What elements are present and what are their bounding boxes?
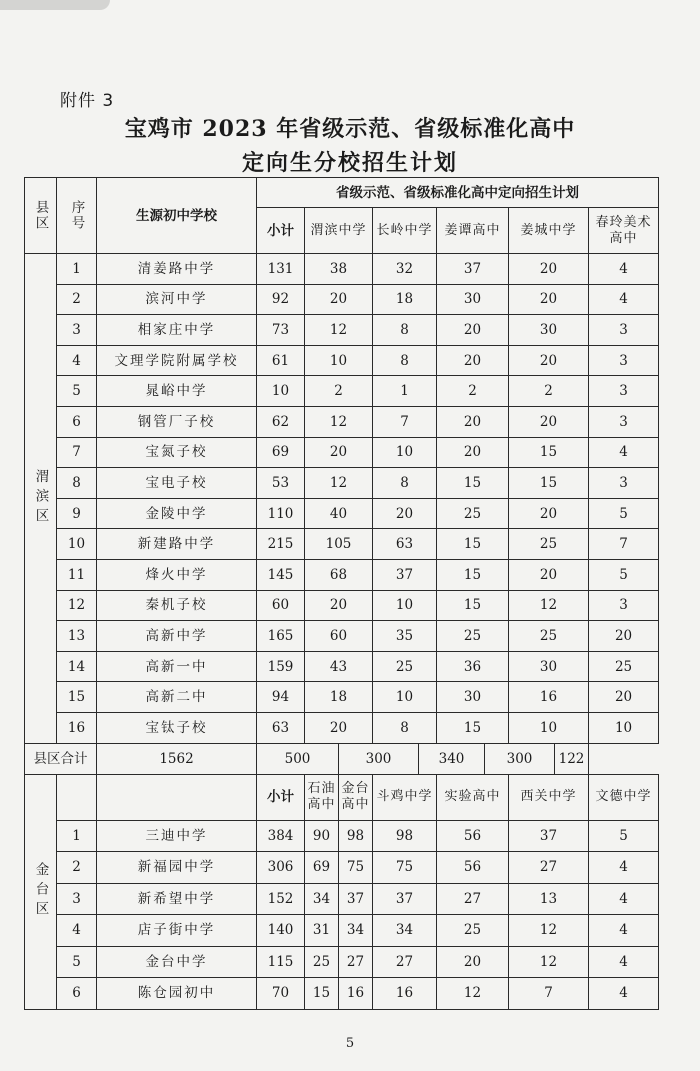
seq-cell: 5	[57, 946, 97, 978]
value-cell: 25	[437, 915, 509, 947]
table-row	[25, 621, 659, 652]
seq-cell: 4	[57, 915, 97, 947]
value-cell: 152	[257, 883, 305, 915]
value-cell: 5	[589, 498, 659, 529]
value-cell: 7	[509, 978, 589, 1010]
table-row	[25, 852, 659, 884]
value-cell: 3	[589, 590, 659, 621]
high-school-header: 姜城中学	[509, 208, 589, 254]
high-school-header: 春玲美术高中	[589, 208, 659, 254]
value-cell: 27	[509, 852, 589, 884]
value-cell: 12	[509, 590, 589, 621]
value-cell: 15	[437, 529, 509, 560]
value-cell: 140	[257, 915, 305, 947]
value-cell: 27	[437, 883, 509, 915]
value-cell: 7	[589, 529, 659, 560]
value-cell: 384	[257, 820, 305, 852]
value-cell: 98	[373, 820, 437, 852]
school-cell: 新建路中学	[97, 529, 257, 560]
school-cell: 相家庄中学	[97, 315, 257, 346]
value-cell: 30	[509, 315, 589, 346]
value-cell: 105	[305, 529, 373, 560]
seq-cell: 9	[57, 498, 97, 529]
total-cell: 122	[555, 743, 589, 774]
value-cell: 20	[589, 682, 659, 713]
seq-cell: 1	[57, 254, 97, 285]
value-cell: 25	[437, 498, 509, 529]
top-corner-shape	[0, 0, 110, 10]
value-cell: 37	[339, 883, 373, 915]
value-cell: 15	[305, 978, 339, 1010]
table-row	[25, 651, 659, 682]
subtotal-header: 小计	[257, 208, 305, 254]
value-cell: 3	[589, 315, 659, 346]
seq-cell: 6	[57, 978, 97, 1010]
value-cell: 75	[373, 852, 437, 884]
high-school-header: 金台高中	[339, 774, 373, 820]
value-cell: 12	[305, 406, 373, 437]
value-cell: 32	[373, 254, 437, 285]
document-subtitle: 定向生分校招生计划	[241, 150, 458, 176]
value-cell: 98	[339, 820, 373, 852]
value-cell: 20	[437, 437, 509, 468]
value-cell: 25	[373, 651, 437, 682]
value-cell: 37	[373, 559, 437, 590]
value-cell: 20	[589, 621, 659, 652]
seq-header: 序号	[57, 178, 97, 254]
table-row	[25, 682, 659, 713]
value-cell: 215	[257, 529, 305, 560]
value-cell: 27	[339, 946, 373, 978]
value-cell: 30	[437, 284, 509, 315]
value-cell: 3	[589, 468, 659, 499]
school-cell: 滨河中学	[97, 284, 257, 315]
value-cell: 12	[305, 468, 373, 499]
total-label: 县区合计	[25, 743, 97, 774]
value-cell: 5	[589, 559, 659, 590]
value-cell: 12	[509, 946, 589, 978]
table-row	[25, 529, 659, 560]
value-cell: 3	[589, 376, 659, 407]
seq-cell: 2	[57, 852, 97, 884]
seq-blank-cell	[57, 774, 97, 820]
table-row	[25, 883, 659, 915]
value-cell: 63	[257, 712, 305, 743]
table-row	[25, 946, 659, 978]
value-cell: 4	[589, 254, 659, 285]
school-cell: 烽火中学	[97, 559, 257, 590]
value-cell: 75	[339, 852, 373, 884]
high-school-header: 斗鸡中学	[373, 774, 437, 820]
high-school-header: 长岭中学	[373, 208, 437, 254]
value-cell: 36	[437, 651, 509, 682]
value-cell: 13	[509, 883, 589, 915]
value-cell: 110	[257, 498, 305, 529]
value-cell: 2	[437, 376, 509, 407]
county-name-weibin: 渭滨区	[25, 254, 57, 744]
school-cell: 三迪中学	[97, 820, 257, 852]
value-cell: 31	[305, 915, 339, 947]
school-cell: 店子街中学	[97, 915, 257, 947]
seq-cell: 11	[57, 559, 97, 590]
value-cell: 61	[257, 345, 305, 376]
value-cell: 15	[437, 712, 509, 743]
value-cell: 10	[305, 345, 373, 376]
value-cell: 12	[437, 978, 509, 1010]
plan-group-header: 省级示范、省级标准化高中定向招生计划	[257, 178, 659, 208]
value-cell: 73	[257, 315, 305, 346]
value-cell: 20	[509, 284, 589, 315]
value-cell: 20	[509, 498, 589, 529]
value-cell: 70	[257, 978, 305, 1010]
table-row	[25, 406, 659, 437]
value-cell: 18	[305, 682, 373, 713]
value-cell: 35	[373, 621, 437, 652]
school-header: 生源初中学校	[97, 178, 257, 254]
value-cell: 34	[339, 915, 373, 947]
total-cell: 1562	[97, 743, 257, 774]
value-cell: 25	[509, 529, 589, 560]
value-cell: 20	[437, 406, 509, 437]
school-cell: 高新一中	[97, 651, 257, 682]
seq-cell: 15	[57, 682, 97, 713]
school-cell: 宝电子校	[97, 468, 257, 499]
school-cell: 清姜路中学	[97, 254, 257, 285]
value-cell: 4	[589, 978, 659, 1010]
value-cell: 8	[373, 315, 437, 346]
seq-cell: 1	[57, 820, 97, 852]
value-cell: 37	[437, 254, 509, 285]
value-cell: 4	[589, 946, 659, 978]
value-cell: 25	[589, 651, 659, 682]
school-cell: 宝氮子校	[97, 437, 257, 468]
value-cell: 68	[305, 559, 373, 590]
high-school-header: 渭滨中学	[305, 208, 373, 254]
value-cell: 159	[257, 651, 305, 682]
value-cell: 8	[373, 468, 437, 499]
seq-cell: 16	[57, 712, 97, 743]
value-cell: 60	[305, 621, 373, 652]
value-cell: 25	[509, 621, 589, 652]
value-cell: 56	[437, 820, 509, 852]
value-cell: 56	[437, 852, 509, 884]
seq-cell: 8	[57, 468, 97, 499]
high-school-header: 文德中学	[589, 774, 659, 820]
value-cell: 20	[305, 712, 373, 743]
value-cell: 4	[589, 284, 659, 315]
seq-cell: 3	[57, 315, 97, 346]
table-row	[25, 376, 659, 407]
value-cell: 34	[305, 883, 339, 915]
county-total-row	[25, 743, 659, 774]
value-cell: 5	[589, 820, 659, 852]
value-cell: 37	[373, 883, 437, 915]
value-cell: 20	[437, 946, 509, 978]
school-cell: 高新中学	[97, 621, 257, 652]
value-cell: 69	[305, 852, 339, 884]
table-row	[25, 284, 659, 315]
value-cell: 20	[305, 590, 373, 621]
table-row	[25, 559, 659, 590]
seq-cell: 12	[57, 590, 97, 621]
document-title: 宝鸡市 2023 年省级示范、省级标准化高中	[124, 116, 576, 142]
total-cell: 500	[257, 743, 339, 774]
value-cell: 90	[305, 820, 339, 852]
jintai-header-row	[25, 774, 659, 820]
school-cell: 新希望中学	[97, 883, 257, 915]
value-cell: 15	[437, 559, 509, 590]
high-school-header: 石油高中	[305, 774, 339, 820]
value-cell: 1	[373, 376, 437, 407]
value-cell: 69	[257, 437, 305, 468]
value-cell: 2	[305, 376, 373, 407]
seq-cell: 6	[57, 406, 97, 437]
value-cell: 30	[509, 651, 589, 682]
value-cell: 8	[373, 345, 437, 376]
table-row	[25, 315, 659, 346]
table-row	[25, 254, 659, 285]
table-row	[25, 712, 659, 743]
value-cell: 4	[589, 852, 659, 884]
county-header: 县区	[25, 178, 57, 254]
school-cell: 晁峪中学	[97, 376, 257, 407]
value-cell: 25	[437, 621, 509, 652]
value-cell: 34	[373, 915, 437, 947]
attachment-label: 附件 3	[60, 91, 115, 111]
value-cell: 15	[437, 468, 509, 499]
value-cell: 12	[509, 915, 589, 947]
county-name-jintai: 金台区	[25, 774, 57, 1009]
value-cell: 10	[509, 712, 589, 743]
seq-cell: 10	[57, 529, 97, 560]
seq-cell: 13	[57, 621, 97, 652]
value-cell: 16	[339, 978, 373, 1010]
school-cell: 宝钛子校	[97, 712, 257, 743]
value-cell: 40	[305, 498, 373, 529]
seq-cell: 7	[57, 437, 97, 468]
school-cell: 新福园中学	[97, 852, 257, 884]
value-cell: 20	[509, 406, 589, 437]
seq-cell: 2	[57, 284, 97, 315]
value-cell: 63	[373, 529, 437, 560]
value-cell: 15	[509, 437, 589, 468]
value-cell: 4	[589, 437, 659, 468]
value-cell: 10	[373, 682, 437, 713]
total-cell: 340	[419, 743, 485, 774]
value-cell: 38	[305, 254, 373, 285]
value-cell: 94	[257, 682, 305, 713]
seq-cell: 4	[57, 345, 97, 376]
total-cell: 300	[485, 743, 555, 774]
value-cell: 10	[373, 590, 437, 621]
value-cell: 53	[257, 468, 305, 499]
page-number: 5	[345, 1036, 355, 1051]
value-cell: 10	[257, 376, 305, 407]
value-cell: 30	[437, 682, 509, 713]
value-cell: 20	[305, 284, 373, 315]
value-cell: 20	[437, 315, 509, 346]
value-cell: 10	[373, 437, 437, 468]
value-cell: 131	[257, 254, 305, 285]
school-cell: 文理学院附属学校	[97, 345, 257, 376]
value-cell: 43	[305, 651, 373, 682]
value-cell: 20	[305, 437, 373, 468]
value-cell: 92	[257, 284, 305, 315]
table-row	[25, 915, 659, 947]
table-row	[25, 978, 659, 1010]
value-cell: 16	[373, 978, 437, 1010]
value-cell: 16	[509, 682, 589, 713]
value-cell: 165	[257, 621, 305, 652]
table-row	[25, 590, 659, 621]
subtotal-header: 小计	[257, 774, 305, 820]
value-cell: 115	[257, 946, 305, 978]
school-cell: 秦机子校	[97, 590, 257, 621]
school-cell: 金台中学	[97, 946, 257, 978]
table-row	[25, 345, 659, 376]
value-cell: 8	[373, 712, 437, 743]
value-cell: 27	[373, 946, 437, 978]
value-cell: 20	[509, 559, 589, 590]
value-cell: 60	[257, 590, 305, 621]
value-cell: 145	[257, 559, 305, 590]
school-cell: 高新二中	[97, 682, 257, 713]
value-cell: 10	[589, 712, 659, 743]
value-cell: 4	[589, 915, 659, 947]
table-row	[25, 820, 659, 852]
table-row	[25, 437, 659, 468]
high-school-header: 姜谭高中	[437, 208, 509, 254]
value-cell: 12	[305, 315, 373, 346]
value-cell: 15	[437, 590, 509, 621]
value-cell: 3	[589, 345, 659, 376]
enrollment-plan-table	[24, 177, 659, 1010]
table-row	[25, 468, 659, 499]
value-cell: 18	[373, 284, 437, 315]
value-cell: 20	[509, 254, 589, 285]
seq-cell: 14	[57, 651, 97, 682]
value-cell: 25	[305, 946, 339, 978]
seq-cell: 5	[57, 376, 97, 407]
high-school-header: 西关中学	[509, 774, 589, 820]
table-row	[25, 498, 659, 529]
high-school-header: 实验高中	[437, 774, 509, 820]
value-cell: 20	[373, 498, 437, 529]
value-cell: 2	[509, 376, 589, 407]
school-cell: 陈仓园初中	[97, 978, 257, 1010]
value-cell: 20	[509, 345, 589, 376]
total-cell: 300	[339, 743, 419, 774]
value-cell: 7	[373, 406, 437, 437]
value-cell: 15	[509, 468, 589, 499]
value-cell: 3	[589, 406, 659, 437]
value-cell: 37	[509, 820, 589, 852]
school-cell: 钢管厂子校	[97, 406, 257, 437]
value-cell: 306	[257, 852, 305, 884]
value-cell: 62	[257, 406, 305, 437]
school-cell: 金陵中学	[97, 498, 257, 529]
value-cell: 20	[437, 345, 509, 376]
seq-cell: 3	[57, 883, 97, 915]
value-cell: 4	[589, 883, 659, 915]
school-blank-cell	[97, 774, 257, 820]
